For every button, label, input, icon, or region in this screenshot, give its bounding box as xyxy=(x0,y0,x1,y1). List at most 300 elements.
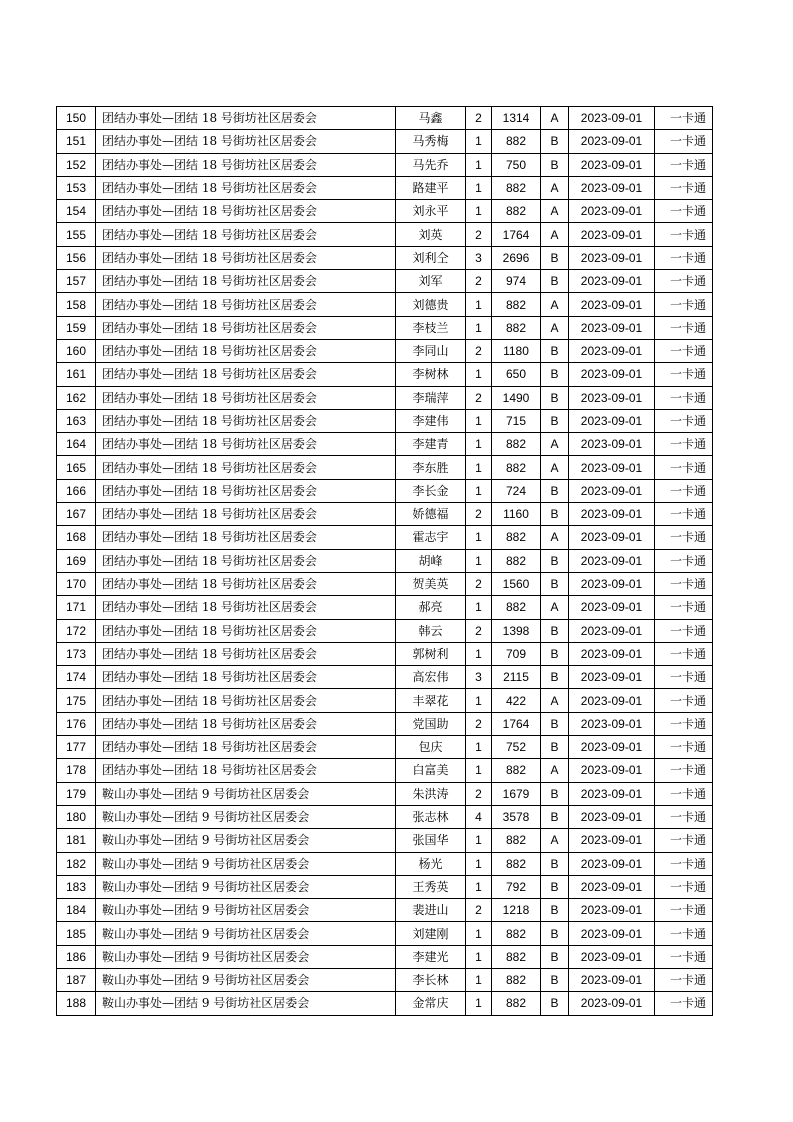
household-count-cell: 2 xyxy=(466,386,492,409)
table-row xyxy=(57,479,713,502)
table-row xyxy=(57,572,713,595)
organization-cell: 团结办事处—团结 18 号街坊社区居委会 xyxy=(96,456,396,479)
row-number-cell: 168 xyxy=(57,526,96,549)
organization-cell: 团结办事处—团结 18 号街坊社区居委会 xyxy=(96,293,396,316)
issue-date-cell: 2023-09-01 xyxy=(569,945,655,968)
household-count-cell: 2 xyxy=(466,899,492,922)
recipient-name-cell: 李枝兰 xyxy=(396,316,466,339)
recipient-name-cell: 马鑫 xyxy=(396,107,466,130)
payment-method-cell: 一卡通 xyxy=(655,759,713,782)
organization-cell: 团结办事处—团结 18 号街坊社区居委会 xyxy=(96,526,396,549)
recipient-name-cell: 杨光 xyxy=(396,852,466,875)
household-count-cell: 2 xyxy=(466,503,492,526)
table-row xyxy=(57,223,713,246)
row-number-cell: 187 xyxy=(57,968,96,991)
category-cell: B xyxy=(541,805,569,828)
category-cell: B xyxy=(541,246,569,269)
household-count-cell: 1 xyxy=(466,433,492,456)
issue-date-cell: 2023-09-01 xyxy=(569,666,655,689)
recipient-name-cell: 郭树利 xyxy=(396,642,466,665)
recipient-name-cell: 刘永平 xyxy=(396,200,466,223)
amount-cell: 882 xyxy=(492,596,541,619)
household-count-cell: 1 xyxy=(466,736,492,759)
payment-method-cell: 一卡通 xyxy=(655,572,713,595)
category-cell: B xyxy=(541,992,569,1015)
category-cell: B xyxy=(541,619,569,642)
issue-date-cell: 2023-09-01 xyxy=(569,712,655,735)
category-cell: B xyxy=(541,153,569,176)
category-cell: B xyxy=(541,130,569,153)
household-count-cell: 1 xyxy=(466,316,492,339)
payment-method-cell: 一卡通 xyxy=(655,246,713,269)
category-cell: B xyxy=(541,549,569,572)
payment-method-cell: 一卡通 xyxy=(655,619,713,642)
issue-date-cell: 2023-09-01 xyxy=(569,246,655,269)
payment-method-cell: 一卡通 xyxy=(655,666,713,689)
organization-cell: 鞍山办事处—团结 9 号街坊社区居委会 xyxy=(96,875,396,898)
category-cell: B xyxy=(541,386,569,409)
organization-cell: 鞍山办事处—团结 9 号街坊社区居委会 xyxy=(96,782,396,805)
issue-date-cell: 2023-09-01 xyxy=(569,759,655,782)
payment-method-cell: 一卡通 xyxy=(655,456,713,479)
organization-cell: 鞍山办事处—团结 9 号街坊社区居委会 xyxy=(96,945,396,968)
amount-cell: 882 xyxy=(492,992,541,1015)
issue-date-cell: 2023-09-01 xyxy=(569,689,655,712)
row-number-cell: 183 xyxy=(57,875,96,898)
table-row xyxy=(57,759,713,782)
category-cell: B xyxy=(541,339,569,362)
household-count-cell: 4 xyxy=(466,805,492,828)
issue-date-cell: 2023-09-01 xyxy=(569,316,655,339)
amount-cell: 2115 xyxy=(492,666,541,689)
table-row xyxy=(57,736,713,759)
category-cell: A xyxy=(541,433,569,456)
recipient-name-cell: 胡峰 xyxy=(396,549,466,572)
table-row xyxy=(57,689,713,712)
category-cell: B xyxy=(541,712,569,735)
payment-method-cell: 一卡通 xyxy=(655,992,713,1015)
issue-date-cell: 2023-09-01 xyxy=(569,596,655,619)
row-number-cell: 169 xyxy=(57,549,96,572)
table-row xyxy=(57,107,713,130)
table-row xyxy=(57,875,713,898)
household-count-cell: 1 xyxy=(466,130,492,153)
row-number-cell: 171 xyxy=(57,596,96,619)
organization-cell: 团结办事处—团结 18 号街坊社区居委会 xyxy=(96,503,396,526)
recipient-name-cell: 刘利仝 xyxy=(396,246,466,269)
category-cell: B xyxy=(541,409,569,432)
recipient-name-cell: 党国助 xyxy=(396,712,466,735)
amount-cell: 882 xyxy=(492,200,541,223)
recipient-name-cell: 刘军 xyxy=(396,270,466,293)
issue-date-cell: 2023-09-01 xyxy=(569,572,655,595)
issue-date-cell: 2023-09-01 xyxy=(569,200,655,223)
amount-cell: 882 xyxy=(492,922,541,945)
table-row xyxy=(57,503,713,526)
row-number-cell: 182 xyxy=(57,852,96,875)
payment-method-cell: 一卡通 xyxy=(655,805,713,828)
payment-method-cell: 一卡通 xyxy=(655,922,713,945)
recipient-name-cell: 张国华 xyxy=(396,829,466,852)
issue-date-cell: 2023-09-01 xyxy=(569,339,655,362)
household-count-cell: 1 xyxy=(466,852,492,875)
issue-date-cell: 2023-09-01 xyxy=(569,153,655,176)
amount-cell: 422 xyxy=(492,689,541,712)
amount-cell: 882 xyxy=(492,433,541,456)
issue-date-cell: 2023-09-01 xyxy=(569,270,655,293)
payment-method-cell: 一卡通 xyxy=(655,409,713,432)
recipient-name-cell: 李树林 xyxy=(396,363,466,386)
organization-cell: 团结办事处—团结 18 号街坊社区居委会 xyxy=(96,223,396,246)
amount-cell: 882 xyxy=(492,968,541,991)
amount-cell: 882 xyxy=(492,456,541,479)
table-row xyxy=(57,176,713,199)
amount-cell: 882 xyxy=(492,316,541,339)
issue-date-cell: 2023-09-01 xyxy=(569,875,655,898)
category-cell: B xyxy=(541,666,569,689)
household-count-cell: 1 xyxy=(466,968,492,991)
issue-date-cell: 2023-09-01 xyxy=(569,922,655,945)
category-cell: B xyxy=(541,899,569,922)
issue-date-cell: 2023-09-01 xyxy=(569,293,655,316)
row-number-cell: 164 xyxy=(57,433,96,456)
category-cell: A xyxy=(541,316,569,339)
organization-cell: 团结办事处—团结 18 号街坊社区居委会 xyxy=(96,386,396,409)
table-row xyxy=(57,782,713,805)
household-count-cell: 2 xyxy=(466,223,492,246)
issue-date-cell: 2023-09-01 xyxy=(569,992,655,1015)
organization-cell: 团结办事处—团结 18 号街坊社区居委会 xyxy=(96,479,396,502)
payment-method-cell: 一卡通 xyxy=(655,107,713,130)
household-count-cell: 1 xyxy=(466,293,492,316)
table-row xyxy=(57,549,713,572)
table-row xyxy=(57,596,713,619)
payment-method-cell: 一卡通 xyxy=(655,829,713,852)
table-row xyxy=(57,992,713,1015)
table-row xyxy=(57,945,713,968)
amount-cell: 1160 xyxy=(492,503,541,526)
organization-cell: 团结办事处—团结 18 号街坊社区居委会 xyxy=(96,759,396,782)
payment-method-cell: 一卡通 xyxy=(655,270,713,293)
row-number-cell: 180 xyxy=(57,805,96,828)
table-row xyxy=(57,246,713,269)
payment-method-cell: 一卡通 xyxy=(655,479,713,502)
recipient-name-cell: 李长金 xyxy=(396,479,466,502)
roster-body xyxy=(57,107,713,1016)
organization-cell: 团结办事处—团结 18 号街坊社区居委会 xyxy=(96,619,396,642)
row-number-cell: 178 xyxy=(57,759,96,782)
payment-method-cell: 一卡通 xyxy=(655,363,713,386)
issue-date-cell: 2023-09-01 xyxy=(569,456,655,479)
household-count-cell: 2 xyxy=(466,782,492,805)
category-cell: B xyxy=(541,852,569,875)
row-number-cell: 157 xyxy=(57,270,96,293)
recipient-name-cell: 霍志宇 xyxy=(396,526,466,549)
household-count-cell: 1 xyxy=(466,596,492,619)
household-count-cell: 1 xyxy=(466,945,492,968)
roster-table xyxy=(56,106,713,1016)
organization-cell: 团结办事处—团结 18 号街坊社区居委会 xyxy=(96,712,396,735)
category-cell: A xyxy=(541,689,569,712)
row-number-cell: 166 xyxy=(57,479,96,502)
household-count-cell: 2 xyxy=(466,619,492,642)
table-row xyxy=(57,270,713,293)
payment-method-cell: 一卡通 xyxy=(655,899,713,922)
amount-cell: 882 xyxy=(492,549,541,572)
organization-cell: 团结办事处—团结 18 号街坊社区居委会 xyxy=(96,409,396,432)
organization-cell: 团结办事处—团结 18 号街坊社区居委会 xyxy=(96,736,396,759)
issue-date-cell: 2023-09-01 xyxy=(569,619,655,642)
issue-date-cell: 2023-09-01 xyxy=(569,409,655,432)
recipient-name-cell: 李长林 xyxy=(396,968,466,991)
recipient-name-cell: 路建平 xyxy=(396,176,466,199)
category-cell: B xyxy=(541,572,569,595)
recipient-name-cell: 郝亮 xyxy=(396,596,466,619)
row-number-cell: 179 xyxy=(57,782,96,805)
organization-cell: 团结办事处—团结 18 号街坊社区居委会 xyxy=(96,433,396,456)
amount-cell: 882 xyxy=(492,829,541,852)
household-count-cell: 2 xyxy=(466,270,492,293)
issue-date-cell: 2023-09-01 xyxy=(569,642,655,665)
row-number-cell: 155 xyxy=(57,223,96,246)
organization-cell: 团结办事处—团结 18 号街坊社区居委会 xyxy=(96,130,396,153)
payment-method-cell: 一卡通 xyxy=(655,875,713,898)
payment-method-cell: 一卡通 xyxy=(655,223,713,246)
payment-method-cell: 一卡通 xyxy=(655,153,713,176)
category-cell: B xyxy=(541,270,569,293)
category-cell: A xyxy=(541,526,569,549)
organization-cell: 鞍山办事处—团结 9 号街坊社区居委会 xyxy=(96,899,396,922)
row-number-cell: 156 xyxy=(57,246,96,269)
amount-cell: 882 xyxy=(492,176,541,199)
payment-method-cell: 一卡通 xyxy=(655,503,713,526)
row-number-cell: 174 xyxy=(57,666,96,689)
table-row xyxy=(57,339,713,362)
organization-cell: 团结办事处—团结 18 号街坊社区居委会 xyxy=(96,200,396,223)
payment-method-cell: 一卡通 xyxy=(655,526,713,549)
amount-cell: 1679 xyxy=(492,782,541,805)
category-cell: A xyxy=(541,293,569,316)
category-cell: B xyxy=(541,503,569,526)
household-count-cell: 1 xyxy=(466,153,492,176)
recipient-name-cell: 李建青 xyxy=(396,433,466,456)
table-row xyxy=(57,712,713,735)
payment-method-cell: 一卡通 xyxy=(655,852,713,875)
row-number-cell: 176 xyxy=(57,712,96,735)
table-row xyxy=(57,456,713,479)
organization-cell: 团结办事处—团结 18 号街坊社区居委会 xyxy=(96,316,396,339)
category-cell: A xyxy=(541,829,569,852)
row-number-cell: 184 xyxy=(57,899,96,922)
amount-cell: 1490 xyxy=(492,386,541,409)
row-number-cell: 154 xyxy=(57,200,96,223)
amount-cell: 650 xyxy=(492,363,541,386)
household-count-cell: 1 xyxy=(466,642,492,665)
recipient-name-cell: 李瑞萍 xyxy=(396,386,466,409)
recipient-name-cell: 裴进山 xyxy=(396,899,466,922)
organization-cell: 团结办事处—团结 18 号街坊社区居委会 xyxy=(96,270,396,293)
category-cell: A xyxy=(541,456,569,479)
organization-cell: 鞍山办事处—团结 9 号街坊社区居委会 xyxy=(96,992,396,1015)
household-count-cell: 1 xyxy=(466,689,492,712)
household-count-cell: 1 xyxy=(466,409,492,432)
row-number-cell: 158 xyxy=(57,293,96,316)
amount-cell: 709 xyxy=(492,642,541,665)
row-number-cell: 185 xyxy=(57,922,96,945)
amount-cell: 882 xyxy=(492,759,541,782)
payment-method-cell: 一卡通 xyxy=(655,596,713,619)
household-count-cell: 1 xyxy=(466,526,492,549)
issue-date-cell: 2023-09-01 xyxy=(569,433,655,456)
payment-method-cell: 一卡通 xyxy=(655,176,713,199)
household-count-cell: 1 xyxy=(466,922,492,945)
payment-method-cell: 一卡通 xyxy=(655,293,713,316)
payment-method-cell: 一卡通 xyxy=(655,130,713,153)
amount-cell: 3578 xyxy=(492,805,541,828)
issue-date-cell: 2023-09-01 xyxy=(569,526,655,549)
table-row xyxy=(57,642,713,665)
household-count-cell: 1 xyxy=(466,200,492,223)
table-row xyxy=(57,922,713,945)
amount-cell: 1398 xyxy=(492,619,541,642)
household-count-cell: 1 xyxy=(466,456,492,479)
category-cell: A xyxy=(541,759,569,782)
organization-cell: 团结办事处—团结 18 号街坊社区居委会 xyxy=(96,153,396,176)
household-count-cell: 3 xyxy=(466,246,492,269)
recipient-name-cell: 丰翠花 xyxy=(396,689,466,712)
issue-date-cell: 2023-09-01 xyxy=(569,805,655,828)
payment-method-cell: 一卡通 xyxy=(655,642,713,665)
row-number-cell: 159 xyxy=(57,316,96,339)
recipient-name-cell: 李同山 xyxy=(396,339,466,362)
amount-cell: 1218 xyxy=(492,899,541,922)
category-cell: B xyxy=(541,479,569,502)
amount-cell: 724 xyxy=(492,479,541,502)
recipient-name-cell: 高宏伟 xyxy=(396,666,466,689)
payment-method-cell: 一卡通 xyxy=(655,712,713,735)
organization-cell: 团结办事处—团结 18 号街坊社区居委会 xyxy=(96,572,396,595)
category-cell: B xyxy=(541,363,569,386)
table-row xyxy=(57,409,713,432)
table-row xyxy=(57,899,713,922)
issue-date-cell: 2023-09-01 xyxy=(569,549,655,572)
category-cell: B xyxy=(541,968,569,991)
household-count-cell: 1 xyxy=(466,992,492,1015)
amount-cell: 1764 xyxy=(492,223,541,246)
issue-date-cell: 2023-09-01 xyxy=(569,503,655,526)
table-row xyxy=(57,153,713,176)
table-row xyxy=(57,200,713,223)
row-number-cell: 188 xyxy=(57,992,96,1015)
amount-cell: 1180 xyxy=(492,339,541,362)
payment-method-cell: 一卡通 xyxy=(655,386,713,409)
issue-date-cell: 2023-09-01 xyxy=(569,130,655,153)
row-number-cell: 170 xyxy=(57,572,96,595)
category-cell: A xyxy=(541,596,569,619)
organization-cell: 团结办事处—团结 18 号街坊社区居委会 xyxy=(96,339,396,362)
row-number-cell: 150 xyxy=(57,107,96,130)
row-number-cell: 163 xyxy=(57,409,96,432)
table-row xyxy=(57,293,713,316)
recipient-name-cell: 刘英 xyxy=(396,223,466,246)
recipient-name-cell: 李建光 xyxy=(396,945,466,968)
amount-cell: 752 xyxy=(492,736,541,759)
table-row xyxy=(57,968,713,991)
category-cell: A xyxy=(541,107,569,130)
payment-method-cell: 一卡通 xyxy=(655,339,713,362)
row-number-cell: 151 xyxy=(57,130,96,153)
table-row xyxy=(57,666,713,689)
organization-cell: 团结办事处—团结 18 号街坊社区居委会 xyxy=(96,596,396,619)
row-number-cell: 172 xyxy=(57,619,96,642)
table-row xyxy=(57,130,713,153)
table-row xyxy=(57,386,713,409)
household-count-cell: 2 xyxy=(466,107,492,130)
organization-cell: 团结办事处—团结 18 号街坊社区居委会 xyxy=(96,689,396,712)
issue-date-cell: 2023-09-01 xyxy=(569,479,655,502)
amount-cell: 715 xyxy=(492,409,541,432)
household-count-cell: 2 xyxy=(466,712,492,735)
recipient-name-cell: 金常庆 xyxy=(396,992,466,1015)
amount-cell: 882 xyxy=(492,293,541,316)
amount-cell: 882 xyxy=(492,526,541,549)
table-row xyxy=(57,805,713,828)
row-number-cell: 177 xyxy=(57,736,96,759)
table-row xyxy=(57,619,713,642)
payment-method-cell: 一卡通 xyxy=(655,200,713,223)
household-count-cell: 1 xyxy=(466,829,492,852)
amount-cell: 2696 xyxy=(492,246,541,269)
issue-date-cell: 2023-09-01 xyxy=(569,782,655,805)
payment-method-cell: 一卡通 xyxy=(655,736,713,759)
row-number-cell: 152 xyxy=(57,153,96,176)
organization-cell: 团结办事处—团结 18 号街坊社区居委会 xyxy=(96,246,396,269)
category-cell: B xyxy=(541,642,569,665)
organization-cell: 鞍山办事处—团结 9 号街坊社区居委会 xyxy=(96,805,396,828)
issue-date-cell: 2023-09-01 xyxy=(569,829,655,852)
row-number-cell: 173 xyxy=(57,642,96,665)
category-cell: B xyxy=(541,736,569,759)
issue-date-cell: 2023-09-01 xyxy=(569,176,655,199)
category-cell: A xyxy=(541,176,569,199)
recipient-name-cell: 李东胜 xyxy=(396,456,466,479)
table-row xyxy=(57,363,713,386)
issue-date-cell: 2023-09-01 xyxy=(569,736,655,759)
household-count-cell: 3 xyxy=(466,666,492,689)
row-number-cell: 181 xyxy=(57,829,96,852)
category-cell: A xyxy=(541,200,569,223)
household-count-cell: 1 xyxy=(466,759,492,782)
amount-cell: 882 xyxy=(492,130,541,153)
category-cell: A xyxy=(541,223,569,246)
recipient-name-cell: 韩云 xyxy=(396,619,466,642)
organization-cell: 团结办事处—团结 18 号街坊社区居委会 xyxy=(96,107,396,130)
organization-cell: 团结办事处—团结 18 号街坊社区居委会 xyxy=(96,666,396,689)
payment-method-cell: 一卡通 xyxy=(655,782,713,805)
recipient-name-cell: 李建伟 xyxy=(396,409,466,432)
row-number-cell: 162 xyxy=(57,386,96,409)
payment-method-cell: 一卡通 xyxy=(655,968,713,991)
category-cell: B xyxy=(541,945,569,968)
amount-cell: 750 xyxy=(492,153,541,176)
row-number-cell: 153 xyxy=(57,176,96,199)
row-number-cell: 175 xyxy=(57,689,96,712)
household-count-cell: 2 xyxy=(466,339,492,362)
issue-date-cell: 2023-09-01 xyxy=(569,223,655,246)
recipient-name-cell: 朱洪涛 xyxy=(396,782,466,805)
payment-method-cell: 一卡通 xyxy=(655,433,713,456)
recipient-name-cell: 张志林 xyxy=(396,805,466,828)
